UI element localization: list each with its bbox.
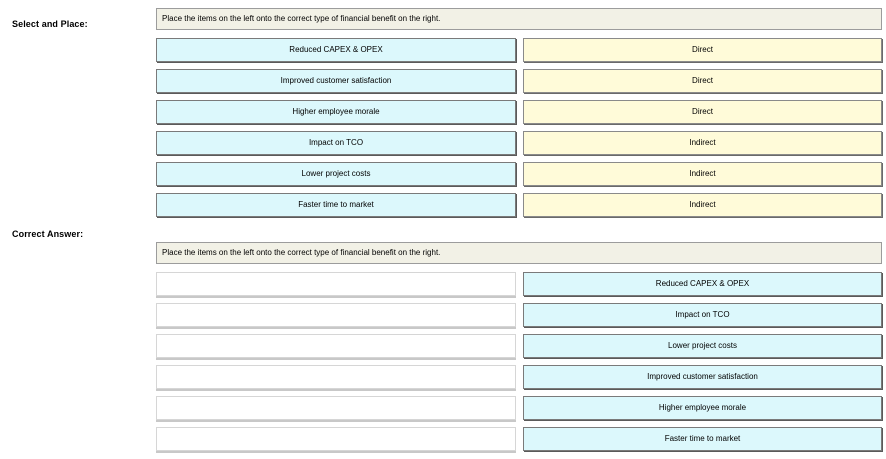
drop-target-direct-2[interactable]: Direct bbox=[523, 69, 882, 93]
empty-source-slot bbox=[156, 427, 516, 451]
placed-item-impact-on-tco: Impact on TCO bbox=[523, 303, 882, 327]
drop-target-indirect-1[interactable]: Indirect bbox=[523, 131, 882, 155]
empty-source-slot bbox=[156, 396, 516, 420]
empty-source-slot bbox=[156, 365, 516, 389]
select-and-place-instruction: Place the items on the left onto the correct type of financial benefit on the right. bbox=[156, 8, 882, 30]
drop-target-direct-1[interactable]: Direct bbox=[523, 38, 882, 62]
empty-source-slot bbox=[156, 272, 516, 296]
drag-item-faster-time-to-market[interactable]: Faster time to market bbox=[156, 193, 516, 217]
drag-item-impact-on-tco[interactable]: Impact on TCO bbox=[156, 131, 516, 155]
placed-item-faster-time-to-market: Faster time to market bbox=[523, 427, 882, 451]
drag-item-higher-employee-morale[interactable]: Higher employee morale bbox=[156, 100, 516, 124]
drop-target-direct-3[interactable]: Direct bbox=[523, 100, 882, 124]
placed-item-lower-project-costs: Lower project costs bbox=[523, 334, 882, 358]
drop-target-indirect-3[interactable]: Indirect bbox=[523, 193, 882, 217]
drop-target-indirect-2[interactable]: Indirect bbox=[523, 162, 882, 186]
placed-item-reduced-capex-opex: Reduced CAPEX & OPEX bbox=[523, 272, 882, 296]
empty-source-slot bbox=[156, 334, 516, 358]
select-and-place-label: Select and Place: bbox=[12, 19, 88, 29]
placed-item-improved-customer-satisfaction: Improved customer satisfaction bbox=[523, 365, 882, 389]
empty-source-slot bbox=[156, 303, 516, 327]
correct-answer-instruction: Place the items on the left onto the correct type of financial benefit on the right. bbox=[156, 242, 882, 264]
correct-answer-label: Correct Answer: bbox=[12, 229, 84, 239]
placed-item-higher-employee-morale: Higher employee morale bbox=[523, 396, 882, 420]
drag-item-improved-customer-satisfaction[interactable]: Improved customer satisfaction bbox=[156, 69, 516, 93]
drag-item-reduced-capex-opex[interactable]: Reduced CAPEX & OPEX bbox=[156, 38, 516, 62]
drag-item-lower-project-costs[interactable]: Lower project costs bbox=[156, 162, 516, 186]
